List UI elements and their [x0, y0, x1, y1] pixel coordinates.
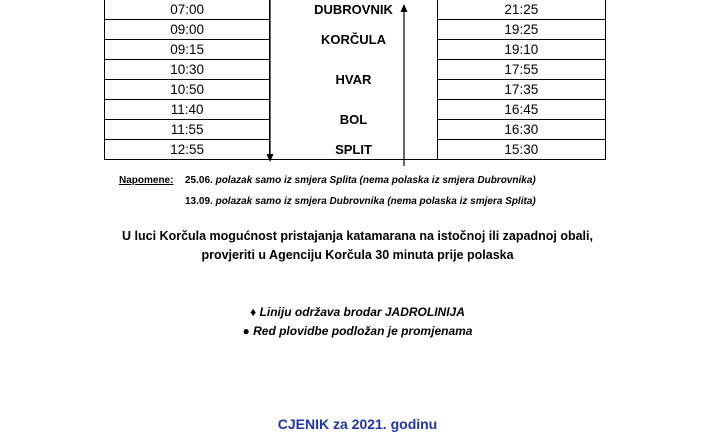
departure-time: 11:40 [105, 100, 270, 120]
departure-time: 09:15 [105, 40, 270, 60]
timetable [104, 0, 606, 166]
arrival-time: 17:35 [437, 80, 605, 100]
departure-time: 12:55 [105, 140, 270, 160]
operator-note: ♦ Liniju održava brodar JADROLINIJA [250, 305, 465, 319]
note-date: 25.06. [185, 175, 213, 186]
arrival-time: 16:30 [437, 120, 605, 140]
departure-time: 11:55 [105, 120, 270, 140]
departure-time: 09:00 [105, 20, 270, 40]
note-row [119, 175, 536, 196]
arrival-time: 19:10 [437, 40, 605, 60]
table-row [105, 0, 606, 20]
departure-time: 10:50 [105, 80, 270, 100]
schedule-change-note: ● Red plovidbe podložan je promjenama [242, 324, 473, 338]
table-row [105, 140, 606, 160]
port-name: HVAR [270, 60, 437, 100]
table-row [105, 20, 606, 40]
departure-time: 10:30 [105, 60, 270, 80]
port-name: DUBROVNIK [270, 0, 437, 20]
note-date: 13.09. [185, 196, 213, 207]
port-name: BOL [270, 100, 437, 140]
port-name: SPLIT [270, 140, 437, 160]
arrival-time: 21:25 [437, 0, 605, 20]
arrival-time: 17:55 [437, 60, 605, 80]
arrival-time: 19:25 [437, 20, 605, 40]
notes-section [119, 175, 536, 217]
arrival-time: 16:45 [437, 100, 605, 120]
info-line-2: provjeriti u Agenciju Korčula 30 minuta prije polaska [201, 248, 514, 262]
table-row [105, 60, 606, 80]
price-heading: CJENIK za 2021. godinu [277, 416, 438, 432]
departure-time: 07:00 [105, 0, 270, 20]
timetable-grid [104, 0, 606, 160]
note-row [119, 196, 536, 217]
port-name: KORČULA [270, 20, 437, 60]
note-text: polazak samo iz smjera Splita (nema polaska iz smjera Dubrovnika) [215, 175, 536, 186]
notes-label: Napomene: [119, 175, 174, 186]
info-line-1: U luci Korčula mogućnost pristajanja katamarana na istočnoj ili zapadnoj obali, [122, 229, 593, 243]
note-text: polazak samo iz smjera Dubrovnika (nema polaska iz smjera Splita) [215, 196, 536, 207]
arrival-time: 15:30 [437, 140, 605, 160]
table-row [105, 100, 606, 120]
